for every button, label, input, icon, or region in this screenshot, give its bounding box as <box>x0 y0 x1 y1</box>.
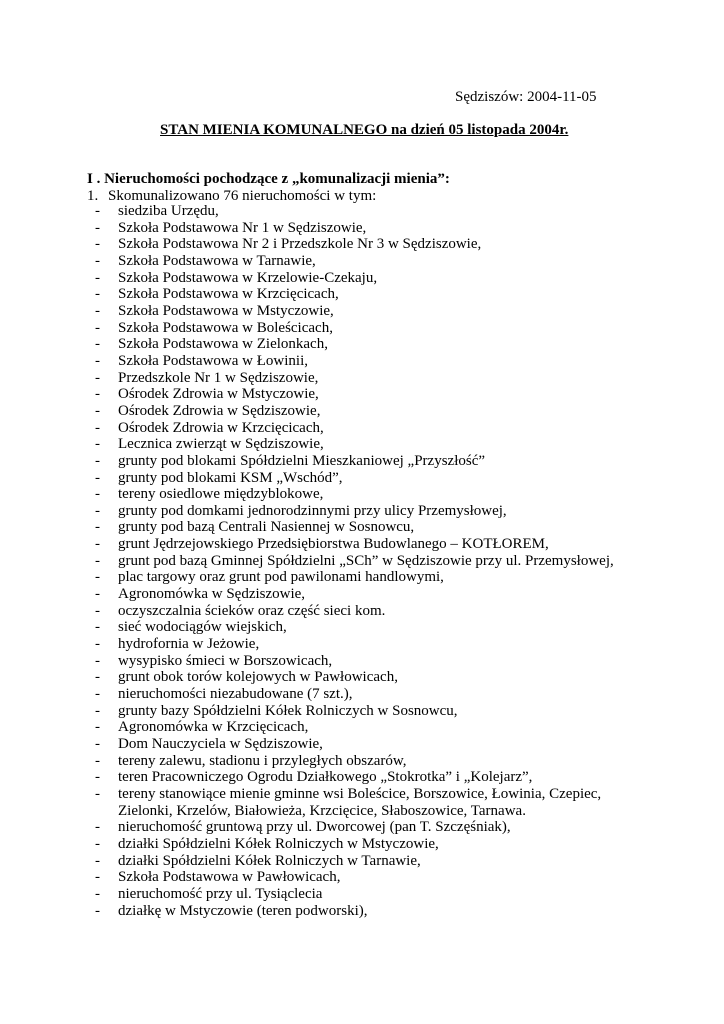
list-item <box>95 503 615 520</box>
list-item-text: teren Pracowniczego Ogrodu Działkowego „Stokrotka” i „Kolejarz”, <box>118 769 533 786</box>
list-item-text: Szkoła Podstawowa Nr 2 i Przedszkole Nr 3 w Sędziszowie, <box>118 236 482 253</box>
list-bullet: - <box>95 419 100 436</box>
list-item-text: tereny stanowiące mienie gminne wsi Boleścice, Borszowice, Łowinia, Czepiec, Zielonki, Krzelów, Białowieża, Krzcięcice, Słaboszowice, Tarnawa. <box>118 785 602 819</box>
list-item-text: Szkoła Podstawowa w Mstyczowie, <box>118 302 334 319</box>
list-item <box>95 703 615 720</box>
list-item-text: wysypisko śmieci w Borszowicach, <box>118 652 333 669</box>
list-bullet: - <box>95 602 100 619</box>
list-item-text: Przedszkole Nr 1 w Sędziszowie, <box>118 369 319 386</box>
list-bullet: - <box>95 386 100 403</box>
list-item <box>95 220 615 237</box>
list-item <box>95 669 615 686</box>
list-bullet: - <box>95 219 100 236</box>
list-bullet: - <box>95 885 100 902</box>
list-item <box>95 553 615 570</box>
list-item <box>95 486 615 503</box>
list-item-text: Szkoła Podstawowa w Zielonkach, <box>118 336 328 353</box>
list-item <box>95 819 615 836</box>
list-item <box>95 453 615 470</box>
list-item-text: Szkoła Podstawowa w Krzcięcicach, <box>118 286 339 303</box>
list-item <box>95 619 615 636</box>
list-item <box>95 253 615 270</box>
list-bullet: - <box>95 286 100 303</box>
list-item-text: działkę w Mstyczowie (teren podworski), <box>118 902 368 919</box>
list-item-text: tereny zalewu, stadionu i przyległych obszarów, <box>118 752 407 769</box>
list-item-text: grunty pod blokami KSM „Wschód”, <box>118 469 343 486</box>
list-item <box>95 869 615 886</box>
list-item <box>95 753 615 770</box>
list-bullet: - <box>95 752 100 769</box>
list-bullet: - <box>95 769 100 786</box>
list-bullet: - <box>95 719 100 736</box>
list-item-text: grunty pod domkami jednorodzinnymi przy ulicy Przemysłowej, <box>118 502 507 519</box>
list-bullet: - <box>95 869 100 886</box>
list-bullet: - <box>95 519 100 536</box>
list-bullet: - <box>95 702 100 719</box>
list-bullet: - <box>95 669 100 686</box>
list-item <box>95 436 615 453</box>
list-item-text: grunty bazy Spółdzielni Kółek Rolniczych w Sosnowcu, <box>118 702 458 719</box>
list-item-text: Dom Nauczyciela w Sędziszowie, <box>118 736 323 752</box>
list-bullet: - <box>95 352 100 369</box>
list-bullet: - <box>95 203 100 219</box>
list-item-text: sieć wodociągów wiejskich, <box>118 619 287 636</box>
list-item <box>95 886 615 903</box>
list-item-text: Ośrodek Zdrowia w Krzcięcicach, <box>118 419 324 436</box>
list-bullet: - <box>95 736 100 752</box>
list-item <box>95 719 615 736</box>
list-item <box>95 586 615 603</box>
list-bullet: - <box>95 852 100 869</box>
list-bullet: - <box>95 785 100 802</box>
list-item <box>95 303 615 320</box>
list-bullet: - <box>95 835 100 852</box>
point-text: Skomunalizowano 76 nieruchomości w tym: <box>108 188 377 204</box>
list-item-text: plac targowy oraz grunt pod pawilonami handlowymi, <box>118 569 444 586</box>
list-item <box>95 370 615 387</box>
place-date: Sędziszów: 2004-11-05 <box>455 89 597 105</box>
list-item <box>95 903 615 920</box>
list-item <box>95 336 615 353</box>
list-bullet: - <box>95 536 100 553</box>
list-item <box>95 603 615 620</box>
list-bullet: - <box>95 902 100 919</box>
list-item <box>95 536 615 553</box>
list-item-text: Szkoła Podstawowa w Pawłowicach, <box>118 869 341 886</box>
list-bullet: - <box>95 436 100 453</box>
list-item <box>95 653 615 670</box>
list-bullet: - <box>95 269 100 286</box>
list-item <box>95 270 615 287</box>
list-bullet: - <box>95 569 100 586</box>
list-item-text: oczyszczalnia ścieków oraz część sieci kom. <box>118 602 386 619</box>
list-bullet: - <box>95 652 100 669</box>
list-item-text: nieruchomość gruntową przy ul. Dworcowej (pan T. Szczęśniak), <box>118 819 511 836</box>
list-bullet: - <box>95 486 100 503</box>
list-item-text: hydrofornia w Jeżowie, <box>118 636 260 653</box>
list-bullet: - <box>95 686 100 703</box>
document-title: STAN MIENIA KOMUNALNEGO na dzień 05 listopada 2004r. <box>160 122 569 138</box>
list-item-text: Ośrodek Zdrowia w Mstyczowie, <box>118 386 319 403</box>
list-bullet: - <box>95 619 100 636</box>
list-item-text: nieruchomości niezabudowane (7 szt.), <box>118 686 353 703</box>
list-bullet: - <box>95 452 100 469</box>
list-item <box>95 203 615 220</box>
list-bullet: - <box>95 336 100 353</box>
list-bullet: - <box>95 636 100 653</box>
list-bullet: - <box>95 402 100 419</box>
list-item <box>95 686 615 703</box>
list-item <box>95 836 615 853</box>
list-item-text: Szkoła Podstawowa w Tarnawie, <box>118 252 316 269</box>
list-bullet: - <box>95 319 100 336</box>
list-bullet: - <box>95 236 100 253</box>
list-item-text: Ośrodek Zdrowia w Sędziszowie, <box>118 402 321 419</box>
list-bullet: - <box>95 819 100 836</box>
list-item <box>95 853 615 870</box>
list-item-text: Szkoła Podstawowa w Łowinii, <box>118 352 308 369</box>
list-item-text: Agronomówka w Krzcięcicach, <box>118 719 309 736</box>
list-bullet: - <box>95 252 100 269</box>
list-item-text: grunty pod bazą Centrali Nasiennej w Sosnowcu, <box>118 519 415 536</box>
list-item <box>95 236 615 253</box>
section-heading: I . Nieruchomości pochodzące z „komunalizacji mienia”: <box>87 171 450 187</box>
point-number: 1. <box>87 188 99 204</box>
list-item-text: Szkoła Podstawowa w Boleścicach, <box>118 319 333 336</box>
list-item-text: działki Spółdzielni Kółek Rolniczych w Mstyczowie, <box>118 835 439 852</box>
list-item-text: Szkoła Podstawowa Nr 1 w Sędziszowie, <box>118 219 367 236</box>
list-bullet: - <box>95 469 100 486</box>
list-item <box>95 786 615 819</box>
list-item-text: siedziba Urzędu, <box>118 203 219 219</box>
list-bullet: - <box>95 369 100 386</box>
list-item <box>95 353 615 370</box>
list-item <box>95 569 615 586</box>
list-item <box>95 286 615 303</box>
property-list <box>95 203 615 919</box>
list-item <box>95 470 615 487</box>
list-item-text: grunt obok torów kolejowych w Pawłowicach, <box>118 669 398 686</box>
list-item-text: działki Spółdzielni Kółek Rolniczych w Tarnawie, <box>118 852 421 869</box>
list-item-text: Lecznica zwierząt w Sędziszowie, <box>118 436 324 453</box>
list-item <box>95 403 615 420</box>
list-item <box>95 769 615 786</box>
list-item <box>95 636 615 653</box>
list-item-text: grunt pod bazą Gminnej Spółdzielni „SCh” w Sędziszowie przy ul. Przemysłowej, <box>118 552 614 569</box>
list-item-text: tereny osiedlowe międzyblokowe, <box>118 486 324 503</box>
list-bullet: - <box>95 552 100 569</box>
list-bullet: - <box>95 502 100 519</box>
list-item <box>95 736 615 753</box>
list-item <box>95 386 615 403</box>
list-bullet: - <box>95 302 100 319</box>
list-item-text: Szkoła Podstawowa w Krzelowie-Czekaju, <box>118 269 378 286</box>
list-item <box>95 320 615 337</box>
list-item <box>95 420 615 437</box>
list-item-text: grunty pod blokami Spółdzielni Mieszkaniowej „Przyszłość” <box>118 452 486 469</box>
list-item-text: nieruchomość przy ul. Tysiąclecia <box>118 885 323 902</box>
list-item-text: grunt Jędrzejowskiego Przedsiębiorstwa Budowlanego – KOTŁOREM, <box>118 536 549 553</box>
list-bullet: - <box>95 586 100 603</box>
list-item-text: Agronomówka w Sędziszowie, <box>118 586 306 603</box>
list-item <box>95 519 615 536</box>
